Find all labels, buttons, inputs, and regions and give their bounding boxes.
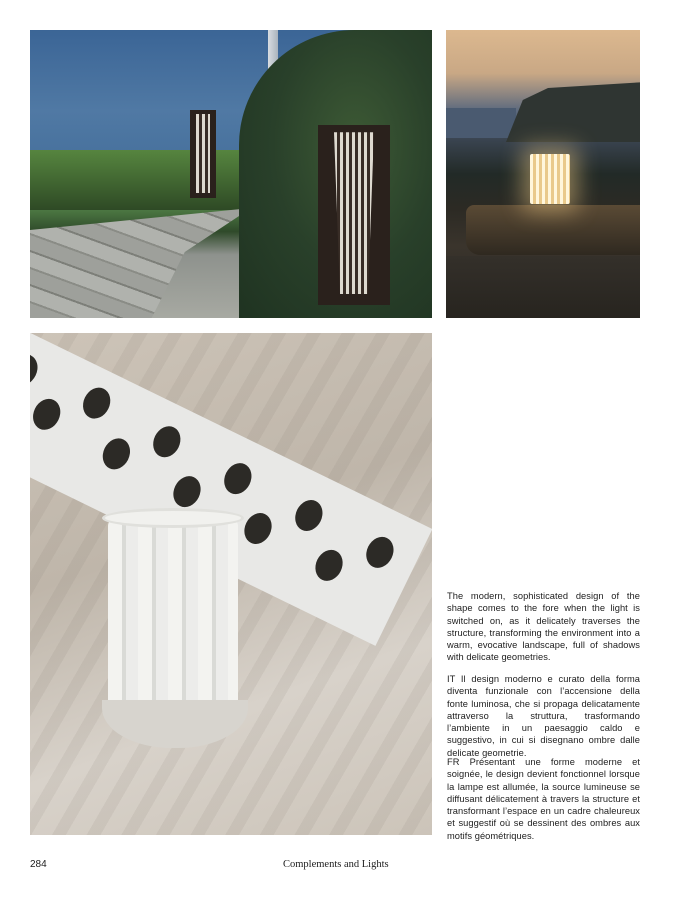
- platform-bench: [466, 205, 640, 255]
- grass-area: [30, 150, 271, 210]
- photo-wall-lamp: [30, 333, 432, 835]
- description-italian: IT Il design moderno e curato della forma diventa funzionale con l’accensione della fonte luminosa, che si propaga delicatamente attraverso la struttura, trasformando l’ambiente in un paesaggio caldo e suggestivo, in cui si disegnano ombre dalle delicate geometrie.: [447, 674, 640, 758]
- stone-path: [30, 208, 251, 318]
- section-title: Complements and Lights: [283, 859, 389, 870]
- photo-garden-bollards: [30, 30, 432, 318]
- page-number: 284: [30, 859, 47, 870]
- bollard-lamp-small: [190, 110, 216, 198]
- bollard-lamp-large: [318, 125, 390, 305]
- deck-floor: [446, 256, 640, 318]
- sea-background: [446, 108, 516, 138]
- cliff-silhouette: [506, 82, 640, 142]
- photo-terrace-lamp: [446, 30, 640, 318]
- description-french: FR Présentant une forme moderne et soignée, le design devient fonctionnel lorsque la lampe est allumée, la source lumineuse se diffusant délicatement à travers la structure et transformant l’espace en un cadre chaleureux et suggestif où se dessinent des ombres aux motifs géométriques.: [447, 757, 640, 841]
- wall-lamp: [102, 508, 244, 748]
- description-english: The modern, sophisticated design of the shape comes to the fore when the light is switched on, as it delicately traverses the structure, transforming the environment into a warm, evocative landscape, full of shadows with delicate geometries.: [447, 591, 640, 663]
- table-lamp-lit: [530, 154, 570, 204]
